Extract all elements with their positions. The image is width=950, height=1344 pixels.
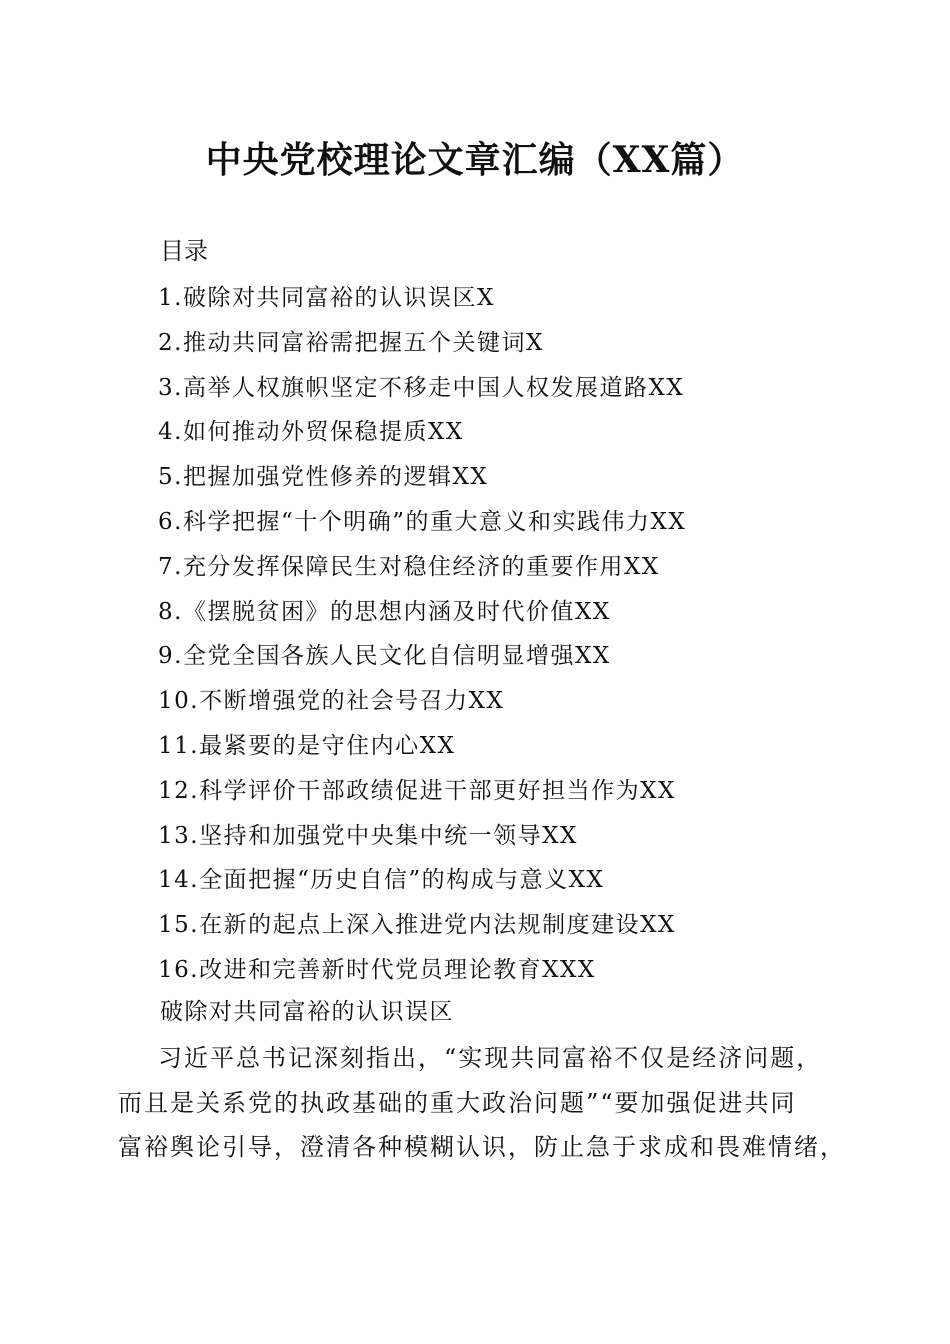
toc-item: 8.《摆脱贫困》的思想内涵及时代价值XX [158, 598, 611, 625]
toc-item: 15.在新的起点上深入推进党内法规制度建设XX [158, 912, 676, 939]
document-title: 中央党校理论文章汇编（XX篇） [205, 139, 745, 181]
toc-item: 6.科学把握“十个明确”的重大意义和实践伟力XX [158, 508, 687, 535]
toc-item: 3.高举人权旗帜坚定不移走中国人权发展道路XX [158, 374, 685, 401]
body-line: 而且是关系党的执政基础的重大政治问题”“要加强促进共同 [118, 1088, 797, 1117]
toc-item: 11.最紧要的是守住内心XX [158, 732, 456, 759]
toc-item: 9.全党全国各族人民文化自信明显增强XX [158, 643, 611, 670]
toc-item: 5.把握加强党性修养的逻辑XX [158, 464, 489, 491]
section-heading: 破除对共同富裕的认识误区 [160, 999, 454, 1025]
body-line: 习近平总书记深刻指出，“实现共同富裕不仅是经济问题， [158, 1044, 823, 1072]
toc-item: 4.如何推动外贸保稳提质XX [158, 419, 464, 446]
toc-item: 10.不断增强党的社会号召力XX [158, 688, 505, 715]
toc-item: 2.推动共同富裕需把握五个关键词X [158, 329, 544, 356]
toc-item: 1.破除对共同富裕的认识误区X [158, 285, 495, 311]
toc-item: 13.坚持和加强党中央集中统一领导XX [158, 822, 578, 849]
toc-item: 16.改进和完善新时代党员理论教育XXX [158, 956, 596, 983]
table-of-contents [158, 276, 686, 993]
toc-heading: 目录 [160, 237, 208, 265]
body-paragraph [118, 1036, 846, 1170]
toc-item: 7.充分发挥保障民生对稳住经济的重要作用XX [158, 553, 660, 580]
body-line: 富裕舆论引导，澄清各种模糊认识，防止急于求成和畏难情绪， [118, 1133, 846, 1161]
toc-item: 12.科学评价干部政绩促进干部更好担当作为XX [158, 777, 676, 804]
toc-item: 14.全面把握“历史自信”的构成与意义XX [158, 867, 605, 894]
